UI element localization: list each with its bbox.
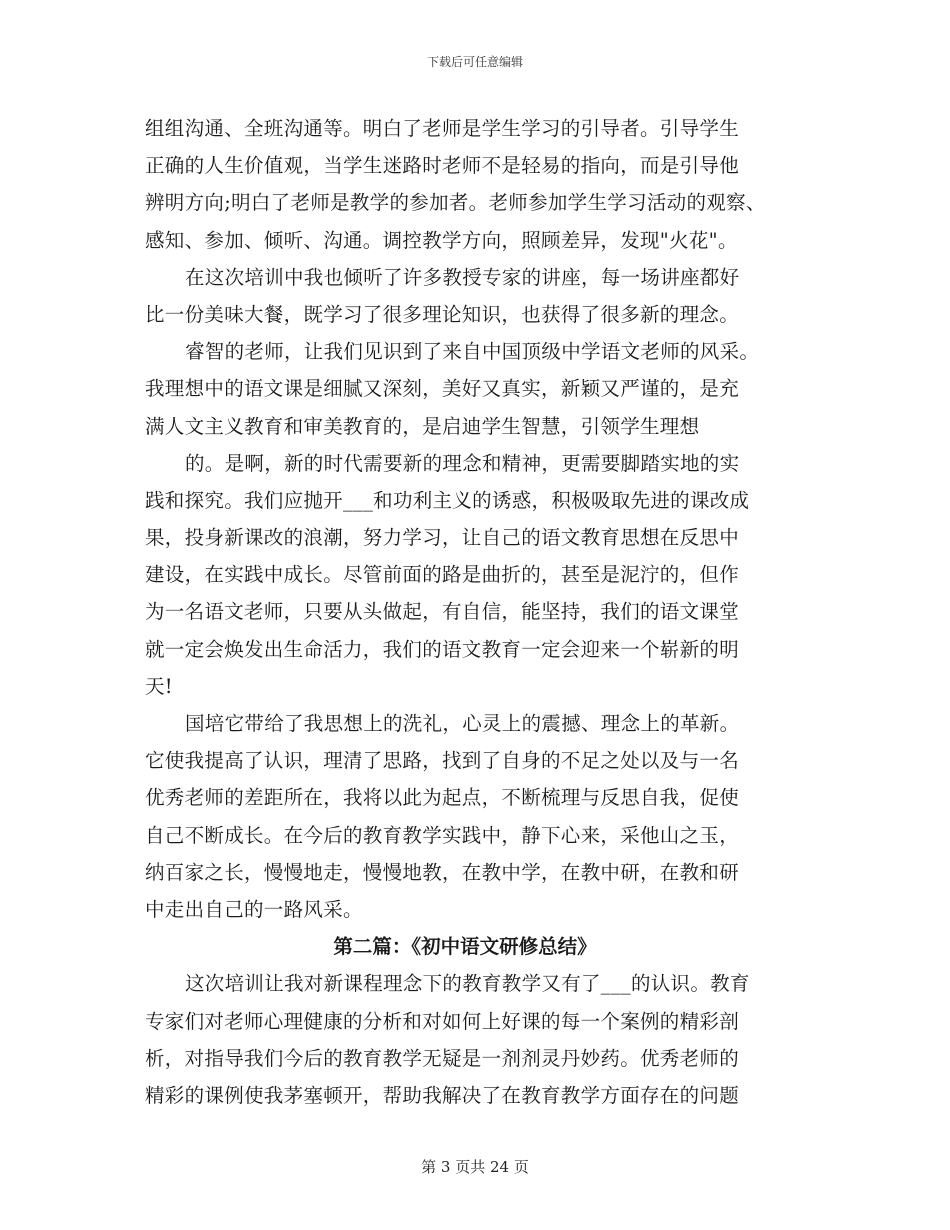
text-line: 精彩的课例使我茅塞顿开，帮助我解决了在教育教学方面存在的问题 xyxy=(145,1083,740,1107)
text-line: 自己不断成长。在今后的教育教学实践中，静下心来，采他山之玉， xyxy=(145,823,740,847)
text-line: 专家们对老师心理健康的分析和对如何上好课的每一个案例的精彩剖 xyxy=(145,1009,740,1033)
document-body xyxy=(145,110,825,1114)
text-line: 建设，在实践中成长。尽管前面的路是曲折的，甚至是泥泞的，但作 xyxy=(145,563,740,587)
text-line: 比一份美味大餐，既学习了很多理论知识，也获得了很多新的理念。 xyxy=(145,302,740,326)
text-line: 正确的人生价值观，当学生迷路时老师不是轻易的指向，而是引导他 xyxy=(145,154,740,178)
text-line: 睿智的老师，让我们见识到了来自中国顶级中学语文老师的风采。 xyxy=(185,340,760,364)
page-header: 下载后可任意编辑 xyxy=(426,55,523,69)
text-line: 国培它带给了我思想上的洗礼，心灵上的震撼、理念上的革新。 xyxy=(185,712,740,735)
page-footer: 第 3 页共 24 页 xyxy=(421,1158,529,1176)
text-line: 它使我提高了认识，理清了思路，找到了自身的不足之处以及与一名 xyxy=(145,749,740,773)
text-line: 的。是啊，新的时代需要新的理念和精神，更需要脚踏实地的实 xyxy=(185,451,740,475)
section-paragraphs xyxy=(145,965,825,1114)
text-line: 组组沟通、全班沟通等。明白了老师是学生学习的引导者。引导学生 xyxy=(145,117,740,140)
text-line: 我理想中的语文课是细腻又深刻，美好又真实，新颖又严谨的，是充 xyxy=(145,377,740,401)
text-line: 优秀老师的差距所在，我将以此为起点，不断梳理与反思自我，促使 xyxy=(145,786,740,810)
text-line: 践和探究。我们应抛开___和功利主义的诱惑，积极吸取先进的课改成 xyxy=(145,488,750,512)
text-line: 在这次培训中我也倾听了许多教授专家的讲座，每一场讲座都好 xyxy=(185,265,740,289)
text-line: 天! xyxy=(145,674,173,698)
text-line: 析，对指导我们今后的教育教学无疑是一剂剂灵丹妙药。优秀老师的 xyxy=(145,1046,740,1070)
text-line: 这次培训让我对新课程理念下的教育教学又有了___的认识。教育 xyxy=(185,972,750,996)
text-line: 中走出自己的一路风采。 xyxy=(145,897,363,921)
text-line: 为一名语文老师，只要从头做起，有自信，能坚持，我们的语文课堂 xyxy=(145,600,740,624)
text-line: 果，投身新课改的浪潮，努力学习，让自己的语文教育思想在反思中 xyxy=(145,526,740,550)
text-line: 就一定会焕发出生命活力，我们的语文教育一定会迎来一个崭新的明 xyxy=(145,637,740,661)
section-heading: 第二篇：《初中语文研修总结》 xyxy=(333,935,597,959)
body-paragraphs xyxy=(145,110,825,928)
text-line: 感知、参加、倾听、沟通。调控教学方向，照顾差异，发现"火花"。 xyxy=(145,228,738,252)
text-line: 纳百家之长，慢慢地走，慢慢地教，在教中学，在教中研，在教和研 xyxy=(145,860,740,884)
text-line: 满人文主义教育和审美教育的，是启迪学生智慧，引领学生理想 xyxy=(145,414,700,438)
text-line: 辨明方向;明白了老师是教学的参加者。老师参加学生学习活动的观察、 xyxy=(145,191,766,215)
